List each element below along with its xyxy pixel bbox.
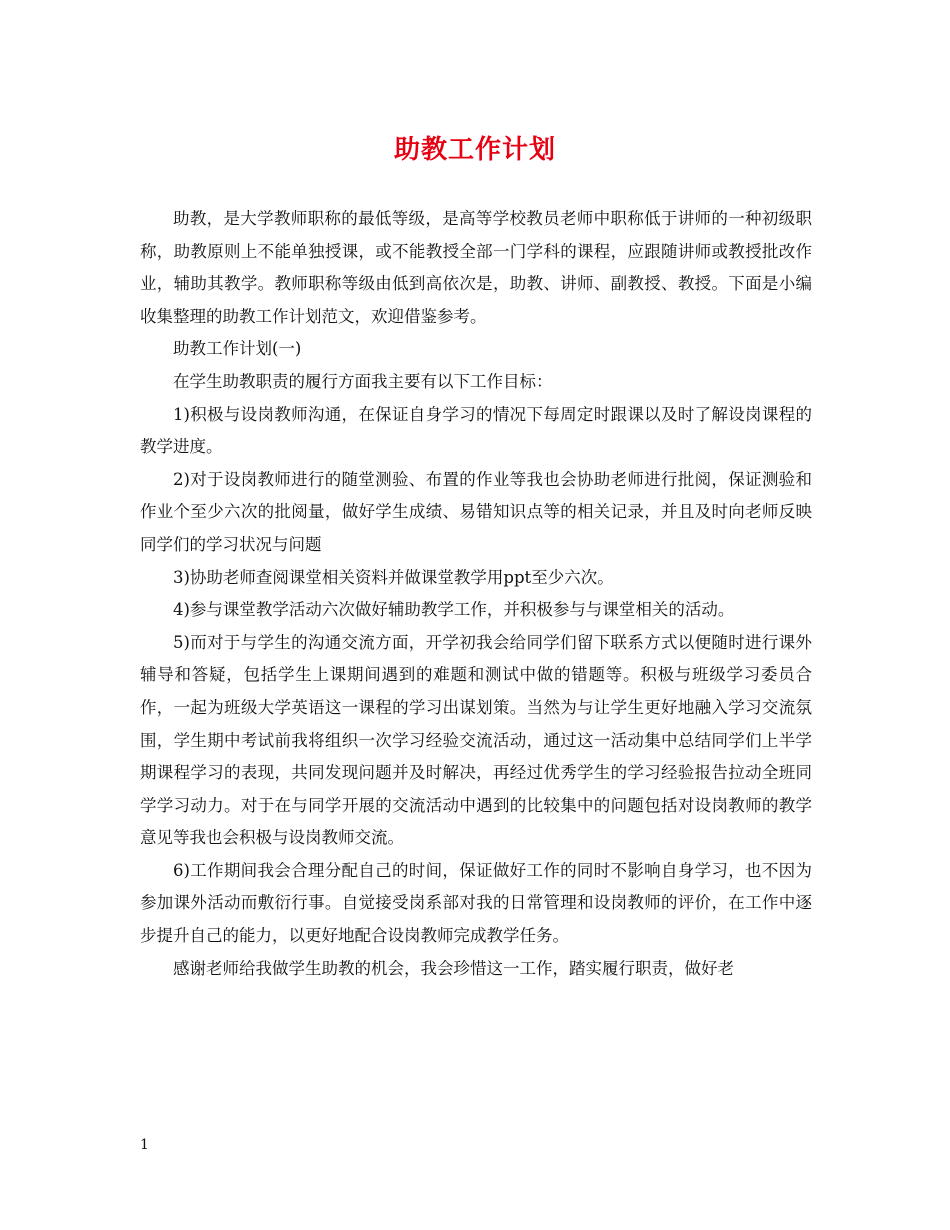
paragraph-closing: 感谢老师给我做学生助教的机会，我会珍惜这一工作，踏实履行职责，做好老 [173, 958, 734, 978]
paragraph-intro: 助教，是大学教师职称的最低等级，是高等学校教员老师中职称低于讲师的一种初级职称，助教原则上不能单独授课，或不能教授全部一门学科的课程，应跟随讲师或教授批改作业，辅助其教学。教师职称等级由低到高依次是，助教、讲师、副教授、教授。下面是小编收集整理的助教工作计划范文，欢迎借鉴参考。 [140, 209, 812, 326]
document-title: 助教工作计划 [393, 135, 556, 165]
paragraph-item-5: 5)而对于与学生的沟通交流方面，开学初我会给同学们留下联系方式以便随时进行课外辅导和答疑，包括学生上课期间遇到的难题和测试中做的错题等。积极与班级学习委员合作，一起为班级大学英语这一课程的学习出谋划策。当然为与让学生更好地融入学习交流氛围，学生期中考试前我将组织一次学习经验交流活动，通过这一活动集中总结同学们上半学期课程学习的表现，共同发现问题并及时解决，再经过优秀学生的学习经验报告拉动全班同学学习动力。对于在与同学开展的交流活动中遇到的比较集中的问题包括对设岗教师的教学意见等我也会积极与设岗教师交流。 [140, 632, 812, 848]
paragraph-item-3: 3)协助老师查阅课堂相关资料并做课堂教学用ppt至少六次。 [173, 567, 614, 587]
paragraph-item-1: 1)积极与设岗教师沟通，在保证自身学习的情况下每周定时跟课以及时了解设岗课程的教学进度。 [140, 404, 812, 457]
paragraph-item-4: 4)参与课堂教学活动六次做好辅助教学工作，并积极参与与课堂相关的活动。 [173, 600, 735, 620]
page-number: 1 [140, 1137, 149, 1153]
paragraph-item-6: 6)工作期间我会合理分配自己的时间，保证做好工作的同时不影响自身学习，也不因为参加课外活动而敷衍行事。自觉接受岗系部对我的日常管理和设岗教师的评价，在工作中逐步提升自己的能力，以更好地配合设岗教师完成教学任务。 [140, 860, 812, 946]
paragraph-section-heading: 助教工作计划(一) [173, 339, 302, 359]
paragraph-item-2: 2)对于设岗教师进行的随堂测验、布置的作业等我也会协助老师进行批阅，保证测验和作业个至少六次的批阅量，做好学生成绩、易错知识点等的相关记录，并且及时向老师反映同学们的学习状况与问题 [140, 469, 812, 554]
document-body [140, 203, 812, 985]
paragraph-goals-intro: 在学生助教职责的履行方面我主要有以下工作目标： [173, 371, 553, 391]
